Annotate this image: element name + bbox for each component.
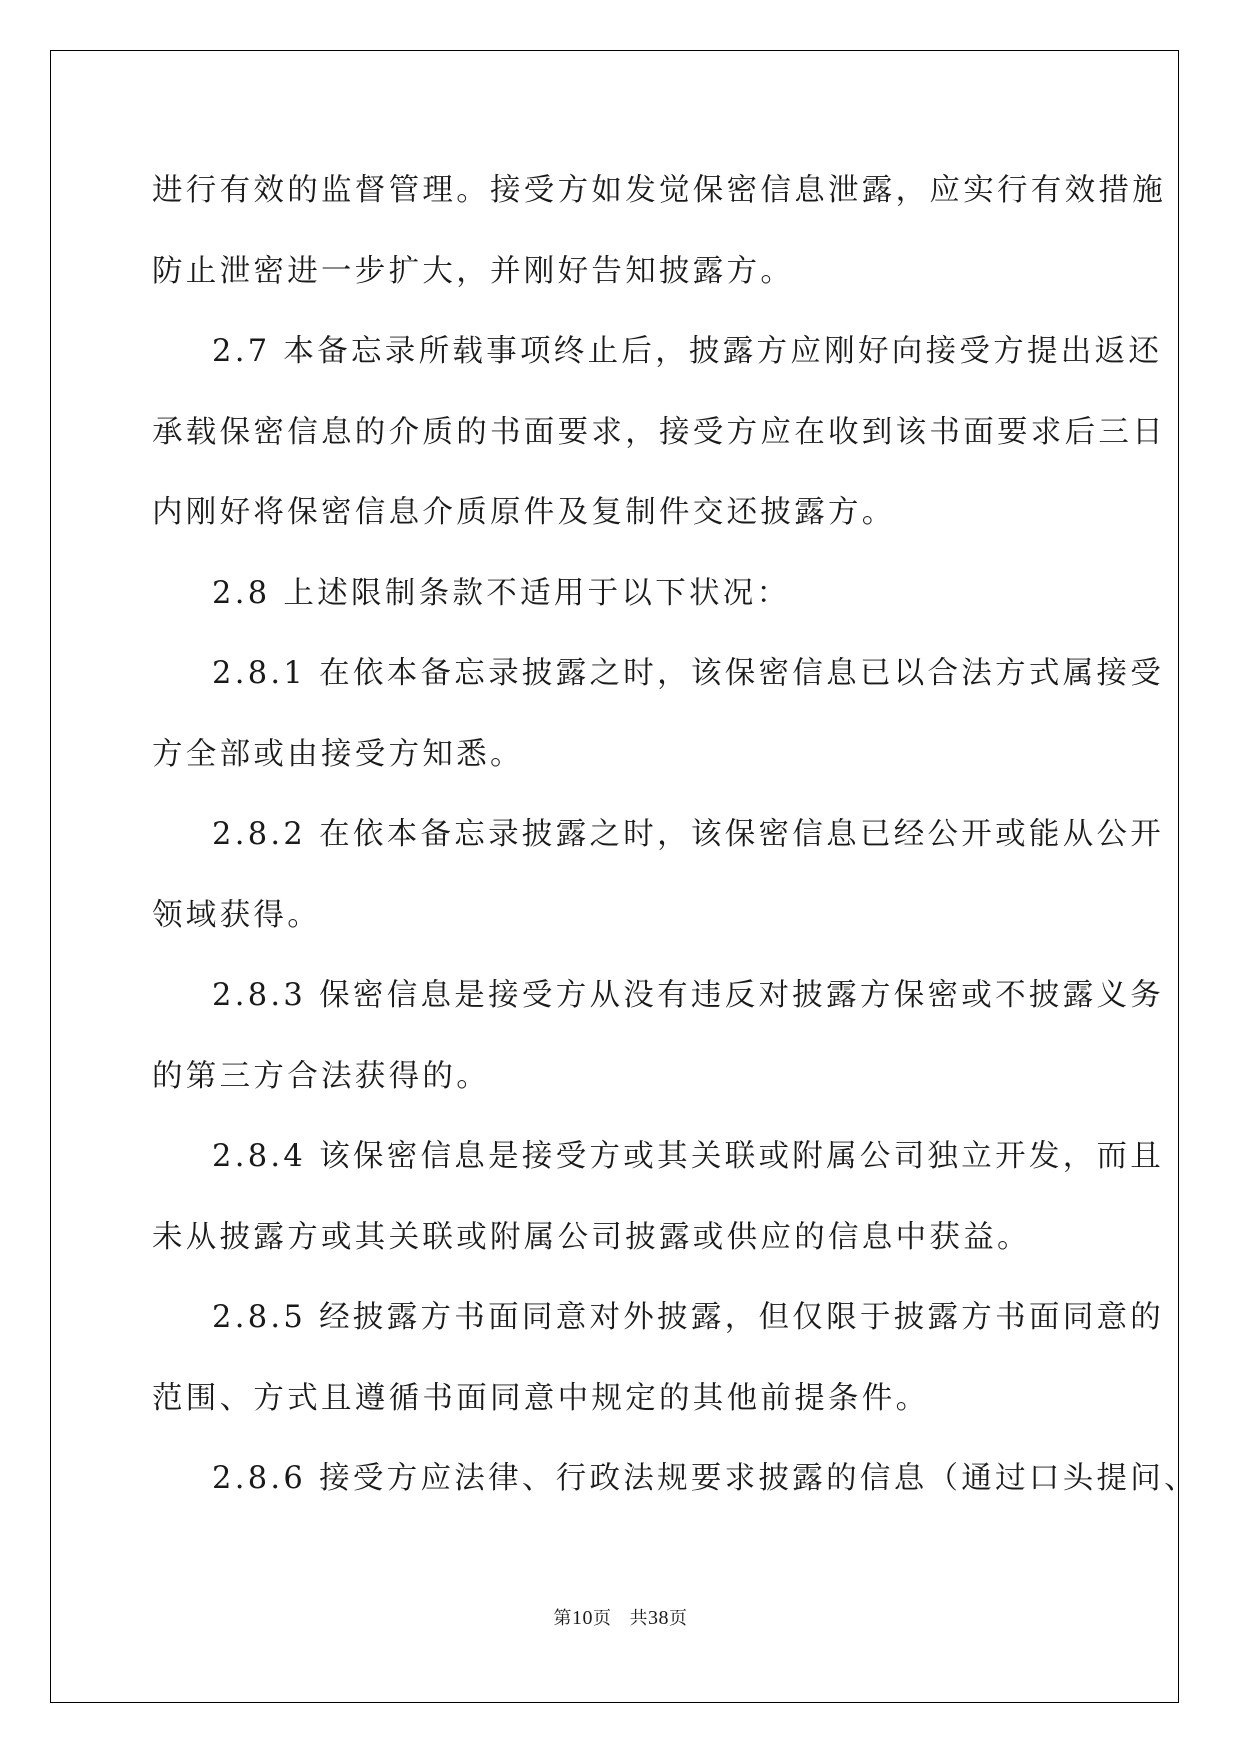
text-line: 2.8.4 该保密信息是接受方或其关联或附属公司独立开发，而且 [212,1139,1165,1174]
text-line: 范围、方式且遵循书面同意中规定的其他前提条件。 [152,1380,930,1416]
text-line: 的第三方合法获得的。 [152,1058,490,1094]
text-line: 内刚好将保密信息介质原件及复制件交还披露方。 [152,495,896,530]
text-line: 2.7 本备忘录所载事项终止后，披露方应刚好向接受方提出返还 [212,334,1163,369]
text-line: 2.8.5 经披露方书面同意对外披露，但仅限于披露方书面同意的 [212,1300,1165,1335]
footer-page-prefix: 第 [553,1608,572,1629]
text-line: 未从披露方或其关联或附属公司披露或供应的信息中获益。 [152,1219,1031,1255]
document-body [152,161,1198,1530]
page-footer [0,1604,1241,1630]
footer-total-suffix: 页 [669,1608,688,1629]
footer-page-suffix: 页 [593,1608,612,1629]
text-line: 2.8 上述限制条款不适用于以下状况： [212,575,791,611]
text-line: 2.8.3 保密信息是接受方从没有违反对披露方保密或不披露义务 [212,978,1165,1013]
text-line: 2.8.6 接受方应法律、行政法规要求披露的信息（通过口头提问、 [212,1461,1198,1496]
text-line: 方全部或由接受方知悉。 [152,736,524,772]
text-line: 进行有效的监督管理。接受方如发觉保密信息泄露，应实行有效措施 [152,173,1166,208]
text-line: 承载保密信息的介质的书面要求，接受方应在收到该书面要求后三日 [152,414,1166,450]
footer-current-page: 10 [572,1607,593,1629]
footer-total-pages: 38 [648,1607,669,1629]
text-line: 领域获得。 [152,897,321,933]
footer-total-prefix: 共 [629,1608,648,1629]
text-line: 2.8.2 在依本备忘录披露之时，该保密信息已经公开或能从公开 [212,817,1165,852]
text-line: 2.8.1 在依本备忘录披露之时，该保密信息已以合法方式属接受 [212,656,1165,691]
text-line: 防止泄密进一步扩大，并刚好告知披露方。 [152,253,795,289]
